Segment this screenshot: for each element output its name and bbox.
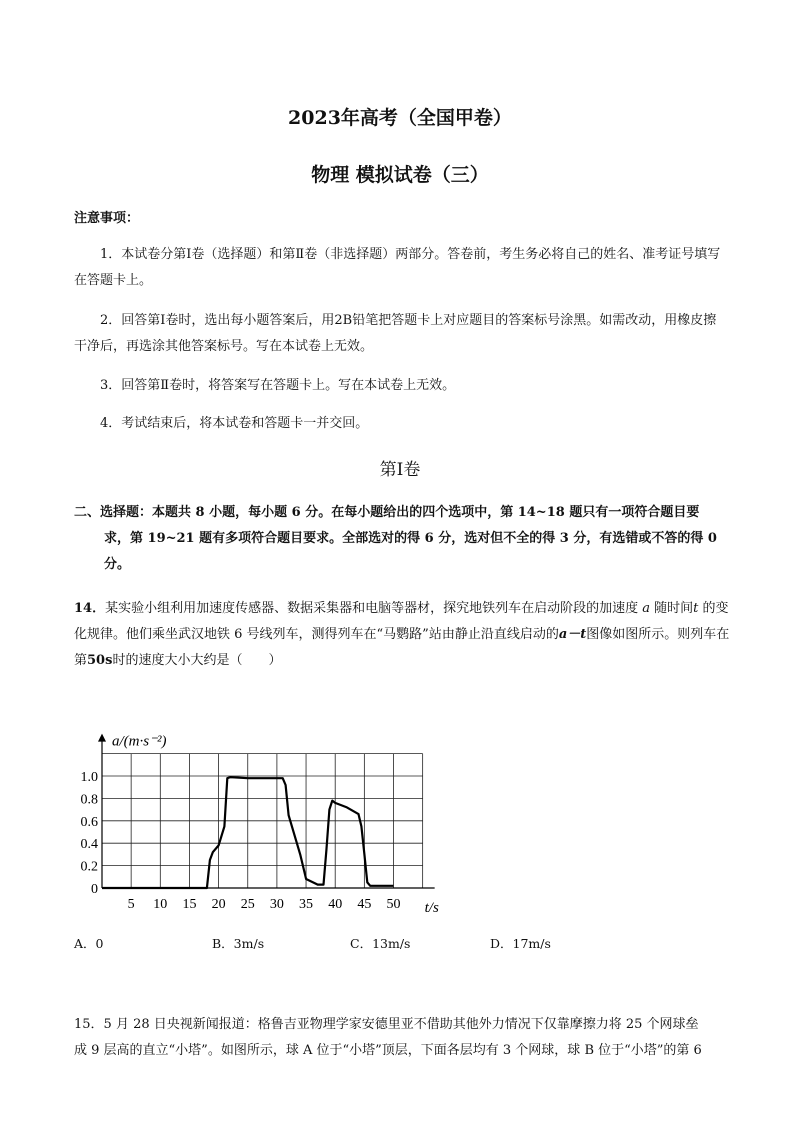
x-tick-label: 40 <box>328 897 343 912</box>
y-tick-label: 0.4 <box>80 837 98 853</box>
y-tick-label: 0 <box>91 882 98 897</box>
option-d[interactable]: D．17m/s <box>490 936 551 951</box>
notice-item-1: 1．本试卷分第Ⅰ卷（选择题）和第Ⅱ卷（非选择题）两部分。答卷前，考生务必将自己的姓名、准考证号填写在答题卡上。 <box>74 247 721 288</box>
x-axis-label: t/s <box>424 900 439 915</box>
option-a[interactable]: A．0 <box>74 936 104 951</box>
x-tick-label: 45 <box>357 897 372 912</box>
exam-subtitle: 物理 模拟试卷（三） <box>311 164 489 186</box>
x-tick-label: 15 <box>182 897 197 912</box>
option-c[interactable]: C．13m/s <box>350 936 411 951</box>
option-b[interactable]: B．3m/s <box>212 936 265 951</box>
notice-heading: 注意事项： <box>74 211 140 226</box>
q14-text-b: 随时间 <box>654 601 694 616</box>
q15-line-2: 成 9 层高的直立“小塔”。如图所示，球 A 位于“小塔”顶层，下面各层均有 3 个网球，球 B 位于“小塔”的第 6 <box>74 1043 702 1058</box>
y-tick-label: 0.6 <box>80 814 98 830</box>
x-tick-label: 10 <box>153 897 168 912</box>
notice-item-2: 2．回答第Ⅰ卷时，选出每小题答案后，用2B铅笔把答题卡上对应题目的答案标号涂黑。如需改动，用橡皮擦干净后，再选涂其他答案标号。写在本试卷上无效。 <box>74 313 717 354</box>
question-14 <box>74 596 730 674</box>
q14-text-e: 时的速度大小大约是（ ） <box>112 653 282 668</box>
notice-item-4: 4．考试结束后，将本试卷和答题卡一并交回。 <box>100 416 369 431</box>
section-2-instructions <box>74 500 730 578</box>
q14-var-t: t <box>693 601 699 616</box>
x-tick-label: 25 <box>240 897 255 912</box>
q14-text-a: 某实验小组利用加速度传感器、数据采集器和电脑等器材，探究地铁列车在启动阶段的加速度 <box>105 601 639 616</box>
y-tick-label: 0.8 <box>80 792 98 808</box>
q14-var-at: a－t <box>558 627 587 642</box>
y-tick-label: 0.2 <box>80 859 98 875</box>
x-tick-label: 50 <box>386 897 401 912</box>
x-tick-label: 20 <box>211 897 226 912</box>
question-14-number: 14． <box>74 601 106 616</box>
x-tick-label: 35 <box>299 897 314 912</box>
q15-line-1: 15．5 月 28 日央视新闻报道：格鲁吉亚物理学家安德里亚不借助其他外力情况下仅靠摩擦力将 25 个网球垒 <box>74 1017 699 1032</box>
section-2-line-3: 分。 <box>104 557 131 572</box>
acceleration-time-chart <box>70 700 470 915</box>
y-axis-arrow <box>98 734 106 742</box>
section-2-line-1: 二、选择题：本题共 8 小题，每小题 6 分。在每小题给出的四个选项中，第 14~18 题只有一项符合题目要 <box>74 505 700 520</box>
q14-bold-50s: 50s <box>87 653 113 668</box>
x-tick-label: 30 <box>269 897 284 912</box>
q14-text-d: 图像如图所示。则列车在第 <box>74 627 730 668</box>
y-axis-label: a/(m·s⁻²) <box>112 733 167 750</box>
y-tick-label: 1.0 <box>80 770 98 785</box>
q14-var-a: a <box>642 601 651 616</box>
question-15 <box>74 1012 730 1064</box>
notice-item-3: 3．回答第Ⅱ卷时，将答案写在答题卡上。写在本试卷上无效。 <box>100 378 456 393</box>
section-2-line-2: 求，第 19~21 题有多项符合题目要求。全部选对的得 6 分，选对但不全的得 3 分，有选错或不答的得 0 <box>104 531 717 546</box>
q14-text-c: 的变化规律。他们乘坐武汉地铁 6 号线列车，测得列车在“马鹦路”站由静止沿直线启动的 <box>74 601 729 642</box>
exam-title: 2023年高考（全国甲卷） <box>288 107 512 129</box>
section-title: 第Ⅰ卷 <box>379 460 421 480</box>
x-tick-label: 5 <box>127 897 135 912</box>
